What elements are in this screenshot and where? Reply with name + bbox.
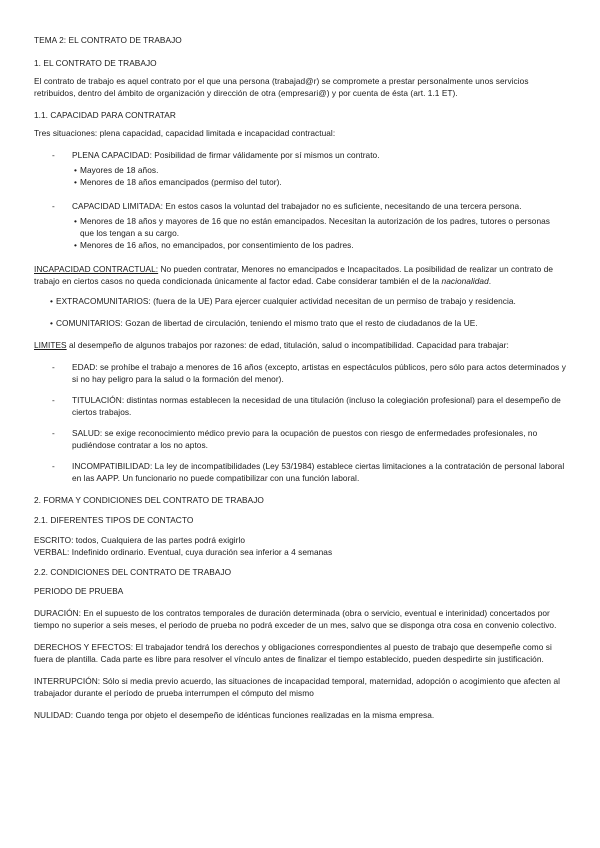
section-2-1-heading: 2.1. DIFERENTES TIPOS DE CONTACTO [34,515,194,525]
edad-item [52,361,566,385]
titulacion-text: TITULACIÓN: distintas normas establecen la necesidad de una titulación (incluso la colegiación profesional) para el desempeño de ciertos trabajos. [72,395,561,417]
limites-text: al desempeño de algunos trabajos por razones: de edad, titulación, salud o incompatibilidad. Capacidad para trabajar: [66,340,509,350]
list-item [74,239,566,251]
extracomunitarios-item [50,295,566,307]
dash-marker: - [52,395,55,405]
list-item-text: Mayores de 18 años. [80,165,159,175]
section-2-2-heading: 2.2. CONDICIONES DEL CONTRATO DE TRABAJO [34,567,232,577]
section-2-heading: 2. FORMA Y CONDICIONES DEL CONTRATO DE TRABAJO [34,495,264,505]
section-1-1-heading: 1.1. CAPACIDAD PARA CONTRATAR [34,110,176,120]
salud-item [52,427,566,451]
salud-text: SALUD: se exige reconocimiento médico previo para la ocupación de puestos con riesgo de enfermedades profesionales, no pudiéndose contratar a los no aptos. [72,428,538,450]
duracion-paragraph: DURACIÓN: En el supuesto de los contratos temporales de duración determinada (obra o servicio, eventual e interinidad) concertados por tiempo no superior a seis meses, el periodo de prueba no podrá exceder de un mes, salvo que se disponga otra cosa en convenio colectivo. [34,608,557,630]
dash-marker: - [52,461,55,471]
list-item-text: Menores de 18 años y mayores de 16 que no están emancipados. Necesitan la autorización de los padres, tutores o personas que los tengan a su cargo. [80,216,550,238]
comunitarios-text: COMUNITARIOS: Gozan de libertad de circulación, teniendo el mismo trato que el resto de ciudadanos de la UE. [56,318,478,328]
plena-capacidad-text: PLENA CAPACIDAD: Posibilidad de firmar válidamente por sí mismos un contrato. [72,150,380,160]
comunitarios-item [50,317,566,329]
dash-marker: - [52,362,55,372]
capacidad-limitada-text: CAPACIDAD LIMITADA: En estos casos la voluntad del trabajador no es suficiente, necesitando de una tercera persona. [72,201,522,211]
edad-text: EDAD: se prohíbe el trabajo a menores de 16 años (excepto, artistas en espectáculos públicos, pero sólo para actos determinados y si no hay peligro para la salud o la formación del menor). [72,362,566,384]
nulidad-paragraph: NULIDAD: Cuando tenga por objeto el desempeño de idénticas funciones realizadas en la misma empresa. [34,710,435,720]
list-item [74,164,566,176]
list-item-text: Menores de 16 años, no emancipados, por consentimiento de los padres. [80,240,354,250]
limites-paragraph [34,339,566,351]
plena-capacidad-list [74,164,566,188]
incapacidad-text: No pueden contratar, Menores no emancipados e Incapacitados. La posibilidad de realizar un contrato de trabajo en ciertos casos no queda condicionada únicamente al factor edad. Cabe considerar también el de la [34,264,554,286]
bullet-marker: • [50,318,53,328]
bullet-marker: • [74,165,77,175]
plena-capacidad-item [52,149,566,161]
incapacidad-end: . [488,276,492,286]
section-1-paragraph: El contrato de trabajo es aquel contrato por el que una persona (trabajad@r) se compromete a prestar personalmente unos servicios retribuidos, dentro del ámbito de organización y dirección de otra (empresari@) y por cuenta de ésta (art. 1.1 ET). [34,76,529,98]
capacidad-limitada-list [74,215,566,251]
extracomunitarios-text: EXTRACOMUNITARIOS: (fuera de la UE) Para ejercer cualquier actividad necesitan de un permiso de trabajo y residencia. [56,296,516,306]
escrito-line: ESCRITO: todos, Cualquiera de las partes podrá exigirlo [34,535,246,545]
dash-marker: - [52,428,55,438]
verbal-line: VERBAL: Indefinido ordinario. Eventual, cuya duración sea inferior a 4 semanas [34,547,333,557]
section-1-heading: 1. EL CONTRATO DE TRABAJO [34,58,157,68]
list-item-text: Menores de 18 años emancipados (permiso del tutor). [80,177,282,187]
list-item [74,215,566,239]
derechos-paragraph: DERECHOS Y EFECTOS: El trabajador tendrá los derechos y obligaciones correspondientes al puesto de trabajo que desempeñe como si fuera de plantilla. Cada parte es libre para resolver el vínculo antes de finalizar el tiempo establecido, pueden despedirte sin justificación. [34,642,552,664]
incapacidad-label: INCAPACIDAD CONTRACTUAL: [34,264,159,274]
periodo-prueba-heading: PERIODO DE PRUEBA [34,586,124,596]
titulacion-item [52,394,566,418]
bullet-marker: • [74,216,77,226]
capacidad-limitada-item [52,200,566,212]
list-item [74,176,566,188]
limites-label: LIMITES [34,340,67,350]
interrupcion-paragraph: INTERRUPCIÓN: Sólo si media previo acuerdo, las situaciones de incapacidad temporal, maternidad, adopción o acogimiento que afecten al trabajador durante el período de prueba interrumpen el cómputo del mismo [34,676,560,698]
incompatibilidad-text: INCOMPATIBILIDAD: La ley de incompatibilidades (Ley 53/1984) establece ciertas limitaciones a la contratación de personal laboral en las AAPP. Un funcionario no puede compatibilizar con una función laboral. [72,461,565,483]
incompatibilidad-item [52,460,566,484]
bullet-marker: • [74,240,77,250]
nacionalidad-term: nacionalidad [441,276,489,286]
incapacidad-paragraph [34,263,566,287]
bullet-marker: • [74,177,77,187]
dash-marker: - [52,150,55,160]
dash-marker: - [52,201,55,211]
document-title: TEMA 2: EL CONTRATO DE TRABAJO [34,35,182,45]
capacity-intro: Tres situaciones: plena capacidad, capacidad limitada e incapacidad contractual: [34,128,336,138]
bullet-marker: • [50,296,53,306]
